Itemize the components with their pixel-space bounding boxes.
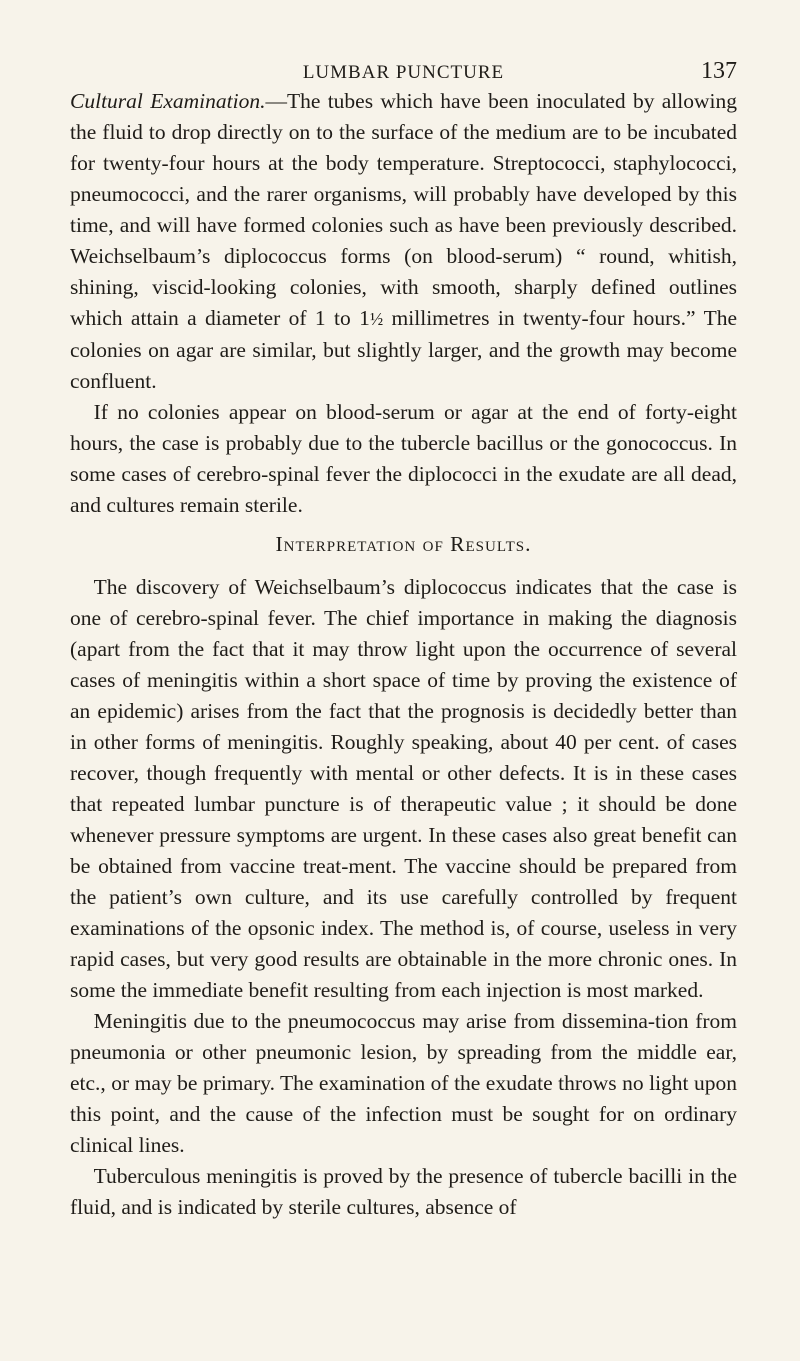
- cultural-examination-text-part-1: —The tubes which have been inoculated by allowing the fluid to drop directly on to the surface of the medium are to be incubated for twenty-four hours at the body temperature. Streptococci, staphylococci, pneumococci, and the rarer organisms, will probably have developed by this time, and will have formed colonies such as have been previously described. Weichselbaum’s diplococcus forms (on blood-serum) “ round, whitish, shining, viscid-looking colonies, with smooth, sharply defined outlines which attain a diameter of 1 to 1: [70, 89, 738, 330]
- cultural-examination-text-part-2: millimetres in twenty-four hours.” The colonies on agar are similar, but slightly larger, and the growth may become confluent.: [70, 306, 737, 393]
- paragraph-cultural-examination: [70, 86, 737, 397]
- paragraph-pneumococcus-meningitis: Meningitis due to the pneumococcus may arise from dissemina-tion from pneumonia or other pneumonic lesion, by spreading from the middle ear, etc., or may be primary. The examination of the exudate throws no light upon this point, and the cause of the infection must be sought for on ordinary clinical lines.: [70, 1009, 737, 1157]
- cultural-examination-lead-in: Cultural Examination.: [70, 89, 266, 113]
- book-page: [70, 52, 737, 1223]
- section-heading-interpretation: Interpretation of Results.: [275, 532, 532, 556]
- one-half-fraction: ½: [369, 309, 384, 329]
- running-head: [70, 52, 737, 86]
- page-number: 137: [701, 58, 737, 84]
- running-title: LUMBAR PUNCTURE: [302, 62, 505, 83]
- paragraph-weichselbaum-diplococcus: The discovery of Weichselbaum’s diplococcus indicates that the case is one of cerebro-spinal fever. The chief importance in making the diagnosis (apart from the fact that it may throw light upon the occurrence of several cases of meningitis within a short space of time by proving the existence of an epidemic) arises from the fact that the prognosis is decidedly better than in other forms of meningitis. Roughly speaking, about 40 per cent. of cases recover, though frequently with mental or other defects. It is in these cases that repeated lumbar puncture is of therapeutic value ; it should be done whenever pressure symptoms are urgent. In these cases also great benefit can be obtained from vaccine treat-ment. The vaccine should be prepared from the patient’s own culture, and its use carefully controlled by frequent examinations of the opsonic index. The method is, of course, useless in very rapid cases, but very good results are obtainable in the more chronic ones. In some the immediate benefit resulting from each injection is most marked.: [70, 575, 737, 1002]
- paragraph-no-colonies: If no colonies appear on blood-serum or agar at the end of forty-eight hours, the case is probably due to the tubercle bacillus or the gonococcus. In some cases of cerebro-spinal fever the diplococci in the exudate are all dead, and cultures remain sterile.: [70, 400, 737, 517]
- paragraph-tuberculous-meningitis: Tuberculous meningitis is proved by the presence of tubercle bacilli in the fluid, and is indicated by sterile cultures, absence of: [70, 1164, 737, 1219]
